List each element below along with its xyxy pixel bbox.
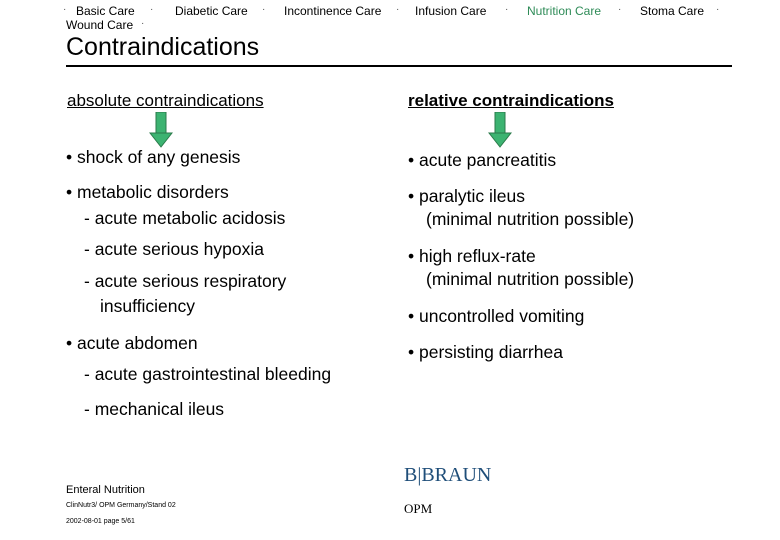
footer-label: Enteral Nutrition xyxy=(66,484,145,496)
nav-separator: · xyxy=(396,4,400,15)
list-item: • paralytic ileus xyxy=(408,186,526,206)
nav-separator: · xyxy=(63,4,67,15)
nav-item-infusion-care[interactable]: Infusion Care xyxy=(415,4,487,18)
nav-item-basic-care[interactable]: Basic Care xyxy=(76,4,135,18)
list-subitem: - acute metabolic acidosis xyxy=(84,208,286,228)
list-subitem: - acute gastrointestinal bleeding xyxy=(84,364,332,384)
nav-separator: · xyxy=(618,4,622,15)
list-subitem: insufficiency xyxy=(100,296,196,316)
nav-item-wound-care[interactable]: Wound Care xyxy=(66,18,134,32)
relative-contraindications-heading: relative contraindications xyxy=(408,91,614,110)
down-arrow-icon xyxy=(488,112,512,148)
list-subitem: (minimal nutrition possible) xyxy=(426,209,635,229)
list-subitem: (minimal nutrition possible) xyxy=(426,269,635,289)
braun-logo: B|BRAUN xyxy=(404,464,492,486)
nav-separator: · xyxy=(141,18,145,29)
nav-separator: · xyxy=(716,4,720,15)
nav-item-diabetic-care[interactable]: Diabetic Care xyxy=(175,4,248,18)
page-title: Contraindications xyxy=(66,33,260,61)
down-arrow-icon xyxy=(149,112,173,148)
list-item: • persisting diarrhea xyxy=(408,342,563,362)
nav-item-incontinence-care[interactable]: Incontinence Care xyxy=(284,4,382,18)
title-underline xyxy=(66,65,732,67)
footer-reference: ClinNutr3/ OPM Germany/Stand 02 xyxy=(66,502,176,509)
list-item: • shock of any genesis xyxy=(66,147,241,167)
nav-separator: · xyxy=(150,4,154,15)
nav-separator: · xyxy=(262,4,266,15)
nav-item-nutrition-care[interactable]: Nutrition Care xyxy=(527,4,602,18)
absolute-contraindications-heading: absolute contraindications xyxy=(67,91,264,110)
nav-separator: · xyxy=(505,4,509,15)
list-subitem: - acute serious hypoxia xyxy=(84,239,264,259)
list-subitem: - acute serious respiratory xyxy=(84,271,287,291)
nav-item-stoma-care[interactable]: Stoma Care xyxy=(640,4,705,18)
list-item: • acute pancreatitis xyxy=(408,150,557,170)
footer-date: 2002-08-01 page 5/61 xyxy=(66,518,135,525)
list-item: • high reflux-rate xyxy=(408,246,536,266)
list-item: • metabolic disorders xyxy=(66,182,229,202)
list-subitem: - mechanical ileus xyxy=(84,399,225,419)
division-label: OPM xyxy=(404,501,433,516)
list-item: • uncontrolled vomiting xyxy=(408,306,585,326)
list-item: • acute abdomen xyxy=(66,333,198,353)
